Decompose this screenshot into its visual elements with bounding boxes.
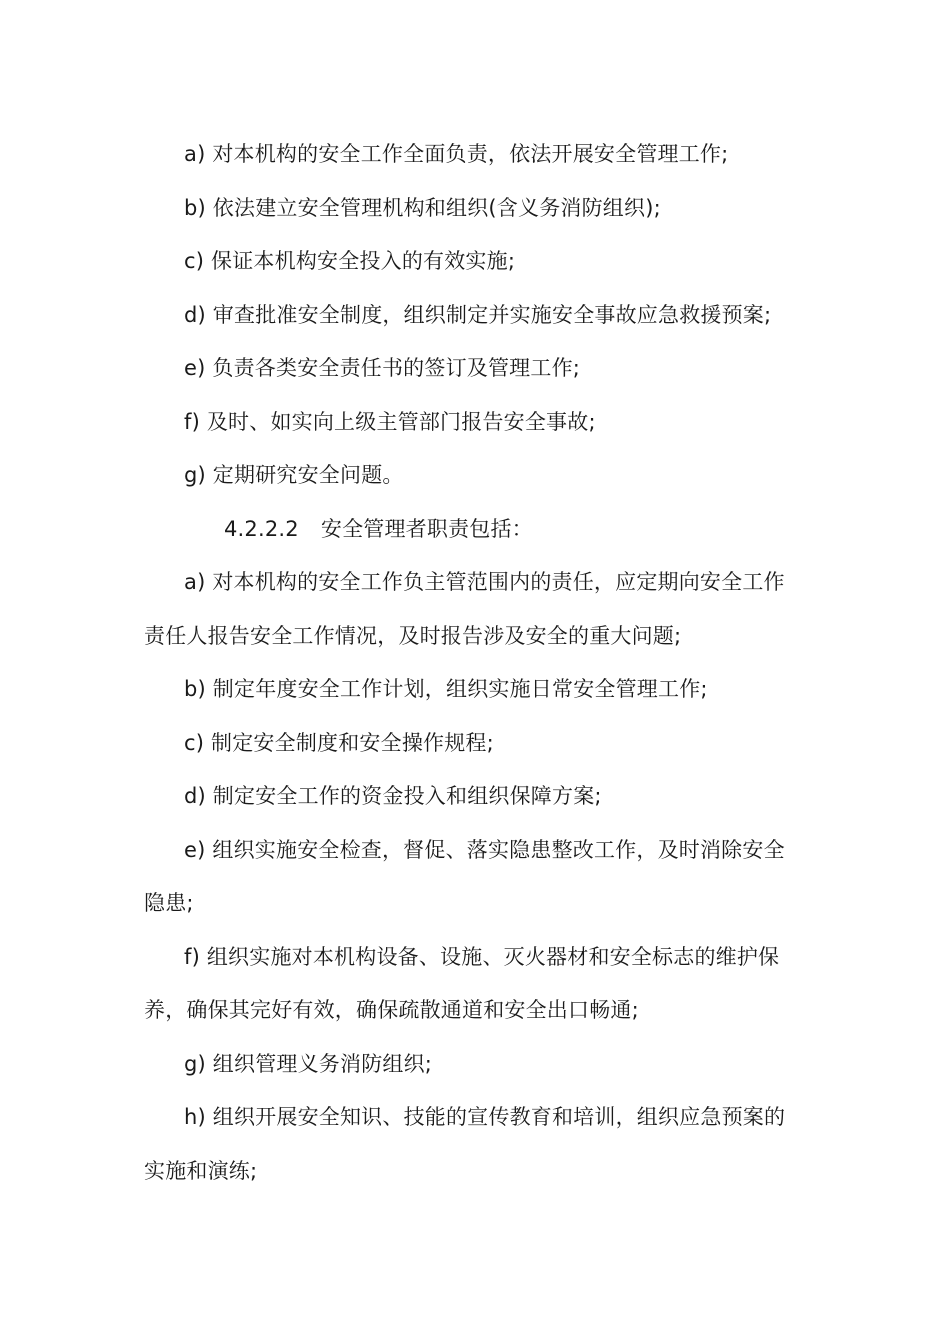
duty-item-g: g) 组织管理义务消防组织; [184,1051,433,1076]
document-body [144,128,796,1198]
list-item-f: f) 及时、如实向上级主管部门报告安全事故; [184,409,596,434]
duty-item-d: d) 制定安全工作的资金投入和组织保障方案; [184,784,602,808]
section-number: 4.2.2.2 [224,516,299,541]
list-item-b: b) 依法建立安全管理机构和组织(含义务消防组织); [184,195,661,220]
list-item-d: d) 审查批准安全制度，组织制定并实施安全事故应急救援预案; [184,302,772,327]
list-item-e: e) 负责各类安全责任书的签订及管理工作; [184,356,581,380]
list-item-a: a) 对本机构的安全工作全面负责，依法开展安全管理工作; [184,142,729,166]
section-heading [144,503,796,557]
duty-item-b: b) 制定年度安全工作计划，组织实施日常安全管理工作; [184,677,708,701]
section-title: 安全管理者职责包括： [320,516,533,541]
list-item-g: g) 定期研究安全问题。 [184,463,404,487]
duty-item-c: c) 制定安全制度和安全操作规程; [184,730,494,755]
duty-item-f: f) 组织实施对本机构设备、设施、灭火器材和安全标志的维护保养，确保其完好有效，确保疏散通道和安全出口畅通; [144,944,780,1022]
duty-item-h: h) 组织开展安全知识、技能的宣传教育和培训，组织应急预案的实施和演练; [144,1105,786,1183]
duty-item-a: a) 对本机构的安全工作负主管范围内的责任，应定期向安全工作责任人报告安全工作情况，及时报告涉及安全的重大问题; [144,570,785,648]
duty-item-e: e) 组织实施安全检查，督促、落实隐患整改工作，及时消除安全隐患; [144,837,785,915]
list-item-c: c) 保证本机构安全投入的有效实施; [184,249,516,273]
